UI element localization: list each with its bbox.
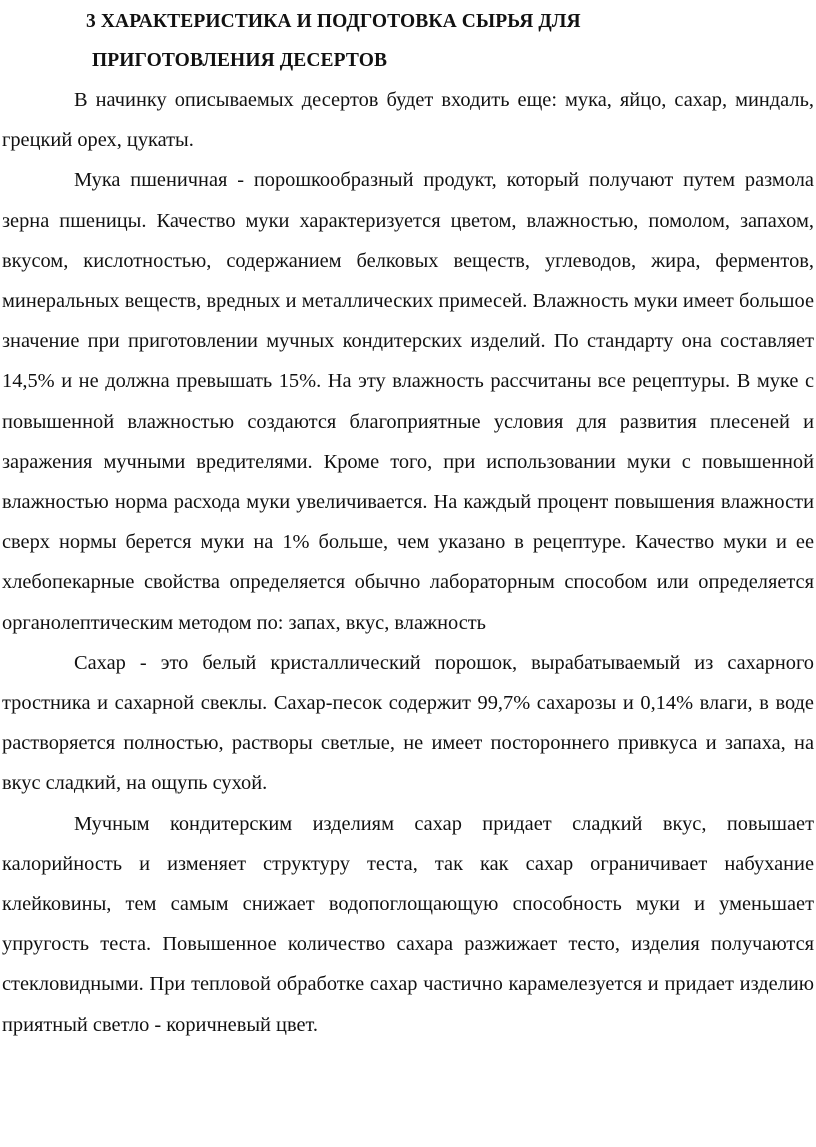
section-heading-line-2: ПРИГОТОВЛЕНИЯ ДЕСЕРТОВ	[92, 50, 388, 71]
paragraph-filling-ingredients: В начинку описываемых десертов будет входить еще: мука, яйцо, сахар, миндаль, грецкий орех, цукаты.	[2, 89, 814, 152]
paragraph-sugar-description: Сахар - это белый кристаллический порошок, вырабатываемый из сахарного тростника и сахарной свеклы. Сахар-песок содержит 99,7% сахарозы и 0,14% влаги, в воде растворяется полностью, растворы светлые, не имеет постороннего привкуса и запаха, на вкус сладкий, на ощупь сухой.	[2, 651, 814, 795]
section-heading-line-1: 3 ХАРАКТЕРИСТИКА И ПОДГОТОВКА СЫРЬЯ ДЛЯ	[86, 11, 581, 32]
paragraph-wheat-flour: Мука пшеничная - порошкообразный продукт, который получают путем размола зерна пшеницы. Качество муки характеризуется цветом, влажностью, помолом, запахом, вкусом, кислотностью, содержанием белковых веществ, углеводов, жира, ферментов, минеральных веществ, вредных и металлических примесей. Влажность муки имеет большое значение при приготовлении мучных кондитерских изделий. По стандарту она составляет 14,5% и не должна превышать 15%. На эту влажность рассчитаны все рецептуры. В муке с повышенной влажностью создаются благоприятные условия для развития плесеней и заражения мучными вредителями. Кроме того, при использовании муки с повышенной влажностью норма расхода муки увеличивается. На каждый процент повышения влажности сверх нормы берется муки на 1% больше, чем указано в рецептуре. Качество муки и ее хлебопекарные свойства определяется обычно лабораторным способом или определяется органолептическим методом по: запах, вкус, влажность	[2, 169, 814, 634]
paragraph-sugar-effects: Мучным кондитерским изделиям сахар придает сладкий вкус, повышает калорийность и изменяет структуру теста, так как сахар ограничивает набухание клейковины, тем самым снижает водопоглощающую способность муки и уменьшает упругость теста. Повышенное количество сахара разжижает тесто, изделия получаются стекловидными. При тепловой обработке сахар частично карамелезуется и придает изделию приятный светло - коричневый цвет.	[2, 812, 814, 1036]
section-heading	[86, 2, 746, 80]
document-body	[2, 80, 814, 1045]
